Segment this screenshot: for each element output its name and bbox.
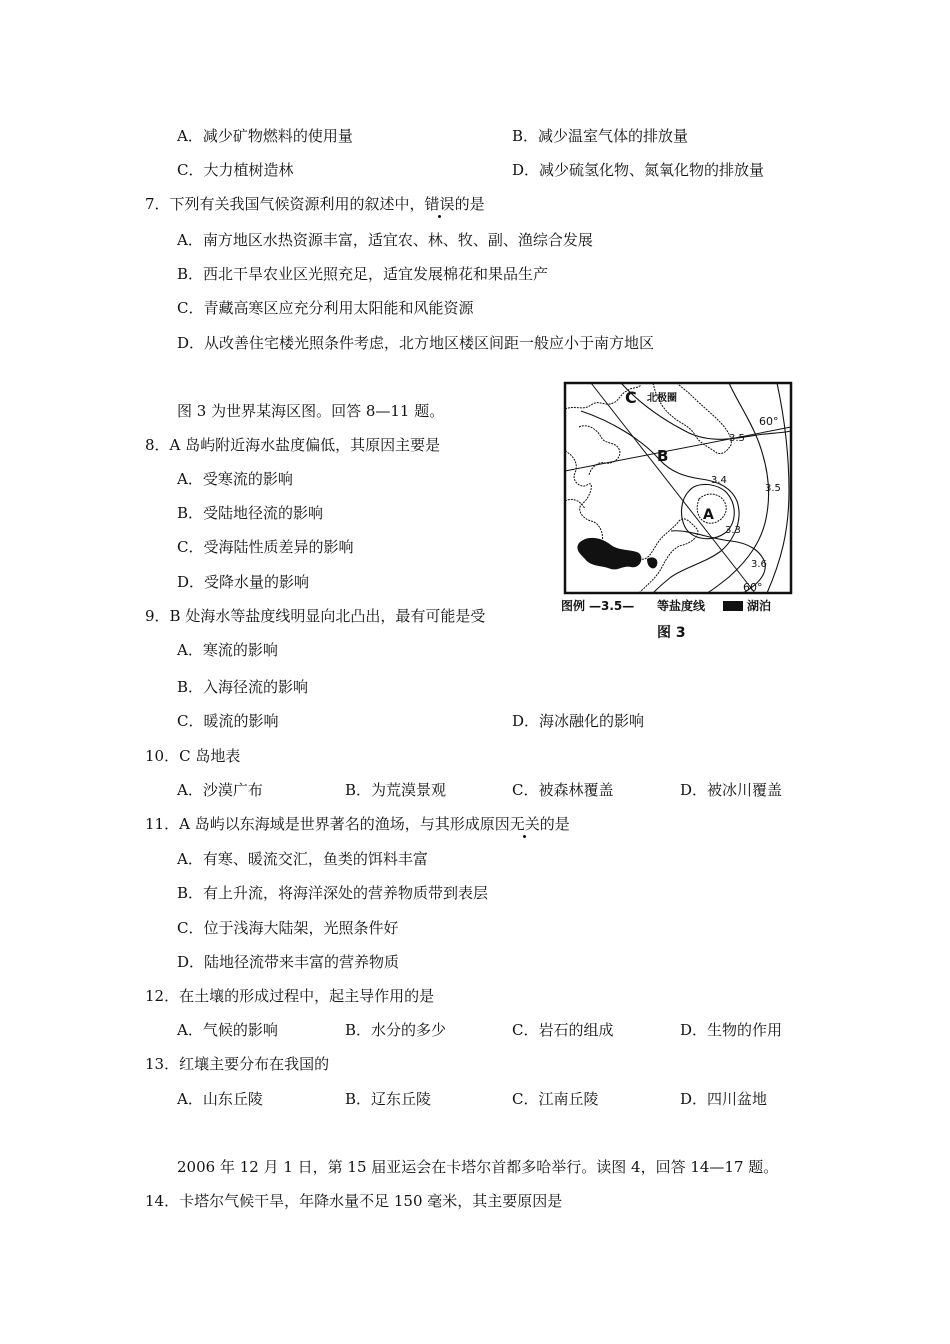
q7-option-a: A．南方地区水热资源丰富，适宜农、林、牧、副、渔综合发展 (177, 231, 593, 249)
q8-stem: 8．A 岛屿附近海水盐度偏低，其原因主要是 (145, 436, 441, 454)
q11-option-a: A．有寒、暖流交汇，鱼类的饵料丰富 (177, 850, 428, 868)
q10-option-c: C．被森林覆盖 (512, 781, 614, 799)
q8-option-a: A．受寒流的影响 (177, 470, 293, 488)
figure4-intro: 2006 年 12 月 1 日，第 15 届亚运会在卡塔尔首都多哈举行。读图 4，回答 14—17 题。 (177, 1158, 779, 1176)
label-a: A (703, 507, 714, 523)
q11-option-d: D．陆地径流带来丰富的营养物质 (177, 953, 400, 971)
q7-stem-emphasis: 错误 (424, 195, 455, 213)
q6-option-c: C．大力植树造林 (177, 161, 294, 179)
q9-option-d: D．海冰融化的影响 (512, 712, 645, 730)
q11-stem-emphasis: 无关 (509, 815, 540, 833)
q13-option-a: A．山东丘陵 (177, 1090, 263, 1108)
q7-stem (145, 194, 485, 214)
q7-option-c: C．青藏高寒区应充分利用太阳能和风能资源 (177, 299, 474, 317)
q13-stem: 13．红壤主要分布在我国的 (145, 1055, 330, 1073)
q9-option-a: A．寒流的影响 (177, 641, 278, 659)
label-iso-33: 3.3 (725, 525, 741, 536)
q10-stem: 10．C 岛地表 (145, 747, 241, 765)
legend-isohaline-text: 等盐度线 (657, 599, 706, 613)
label-iso-35-top: 3.5 (729, 433, 745, 444)
label-lat-60-top: 60° (759, 415, 779, 428)
q11-option-b: B．有上升流，将海洋深处的营养物质带到表层 (177, 884, 489, 902)
q12-stem: 12．在土壤的形成过程中，起主导作用的是 (145, 987, 435, 1005)
label-iso-35-right: 3.5 (765, 483, 781, 494)
q9-option-c: C．暖流的影响 (177, 712, 279, 730)
label-lat-60-bottom: 60° (743, 581, 763, 594)
label-iso-34: 3.4 (711, 475, 727, 486)
legend-label: 图例 (561, 599, 586, 613)
label-c: C (625, 388, 637, 407)
label-iso-36: 3.6 (751, 559, 767, 570)
q12-option-d: D．生物的作用 (680, 1021, 783, 1039)
q11-stem-suffix: 的是 (539, 815, 570, 833)
q8-option-b: B．受陆地径流的影响 (177, 504, 324, 522)
legend-lake-swatch (723, 601, 743, 611)
q13-option-c: C．江南丘陵 (512, 1090, 599, 1108)
q11-option-c: C．位于浅海大陆架，光照条件好 (177, 919, 399, 937)
figure3-map (561, 381, 797, 639)
q9-stem: 9．B 处海水等盐度线明显向北凸出，最有可能是受 (145, 607, 486, 625)
q6-option-b: B．减少温室气体的排放量 (512, 127, 689, 145)
q7-option-d: D．从改善住宅楼光照条件考虑，北方地区楼区间距一般应小于南方地区 (177, 334, 655, 352)
q10-option-d: D．被冰川覆盖 (680, 781, 783, 799)
q12-option-c: C．岩石的组成 (512, 1021, 614, 1039)
q11-stem (145, 814, 570, 834)
q12-option-a: A．气候的影响 (177, 1021, 278, 1039)
label-arctic-circle: 北极圈 (647, 393, 677, 404)
figure3-intro: 图 3 为世界某海区图。回答 8—11 题。 (177, 402, 445, 420)
q11-stem-prefix: 11．A 岛屿以东海域是世界著名的渔场，与其形成原因 (145, 815, 510, 833)
q7-stem-suffix: 的是 (454, 195, 485, 213)
legend-lake-text: 湖泊 (747, 599, 772, 613)
figure3-caption: 图 3 (657, 625, 686, 639)
legend-isohaline-symbol: —3.5— (589, 599, 635, 613)
q12-option-b: B．水分的多少 (345, 1021, 447, 1039)
q13-option-d: D．四川盆地 (680, 1090, 768, 1108)
q14-stem: 14．卡塔尔气候干旱，年降水量不足 150 毫米，其主要原因是 (145, 1192, 563, 1210)
label-b: B (657, 447, 669, 465)
q7-stem-prefix: 7．下列有关我国气候资源利用的叙述中， (145, 195, 425, 213)
q13-option-b: B．辽东丘陵 (345, 1090, 432, 1108)
q10-option-a: A．沙漠广布 (177, 781, 263, 799)
q10-option-b: B．为荒漠景观 (345, 781, 447, 799)
q6-option-a: A．减少矿物燃料的使用量 (177, 127, 353, 145)
q8-option-c: C．受海陆性质差异的影响 (177, 538, 354, 556)
q7-option-b: B．西北干旱农业区光照充足，适宜发展棉花和果品生产 (177, 265, 549, 283)
q6-option-d: D．减少硫氢化物、氮氧化物的排放量 (512, 161, 765, 179)
figure3-svg (561, 381, 797, 639)
q9-option-b: B．入海径流的影响 (177, 678, 309, 696)
q8-option-d: D．受降水量的影响 (177, 573, 310, 591)
